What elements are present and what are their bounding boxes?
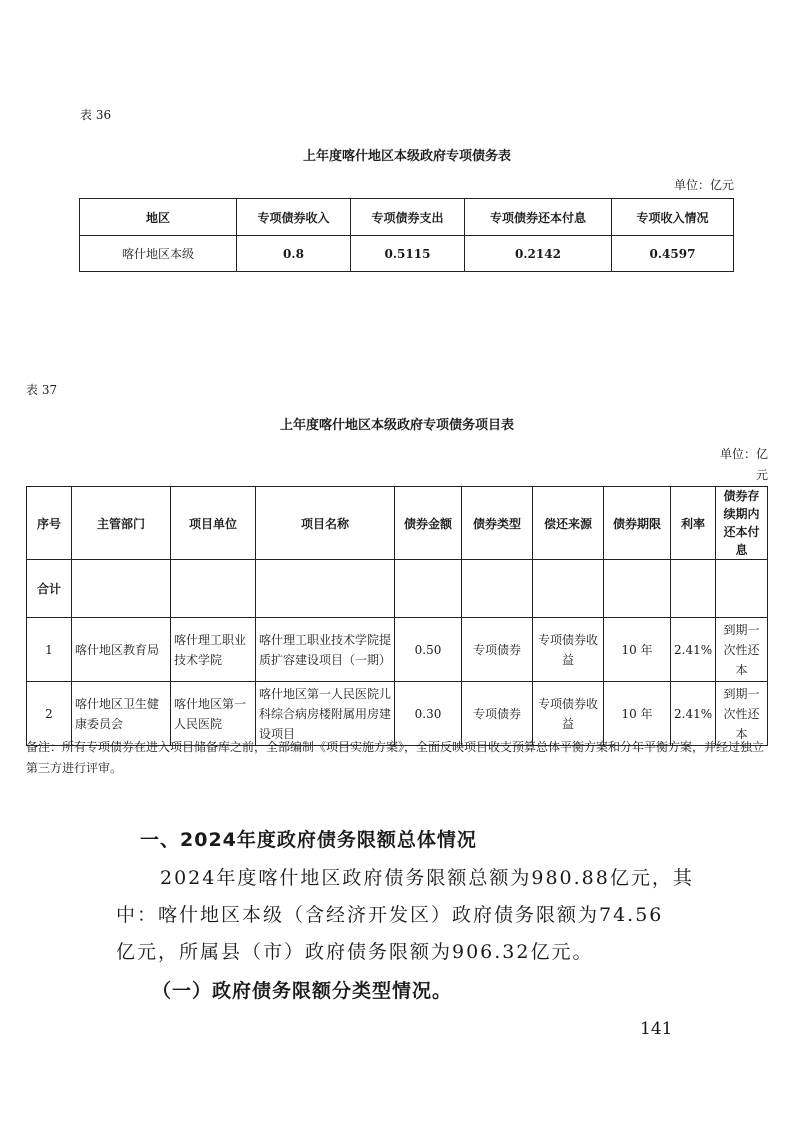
table37-label: 表 37 (26, 383, 58, 397)
table37-unit-line: 单位：亿 (719, 447, 768, 461)
table37-unit (690, 444, 768, 486)
table37-cell: 1 (27, 618, 72, 682)
table37-cell: 专项债券收益 (533, 682, 604, 746)
section-paragraph-line: 2024年度喀什地区政府债务限额总额为980.88亿元，其 (160, 867, 694, 889)
table37-header-cell: 主管部门 (72, 487, 171, 560)
table37-total-row (27, 560, 768, 618)
page-number: 141 (640, 1019, 673, 1039)
table37-header-cell: 项目单位 (171, 487, 256, 560)
table36-label: 表 36 (80, 108, 112, 122)
table37-cell: 10 年 (604, 618, 671, 682)
table37-cell: 专项债券收益 (533, 618, 604, 682)
table37-empty-cell (716, 560, 768, 618)
section-subheading: （一）政府债务限额分类型情况。 (152, 980, 453, 1002)
table37-cell: 到期一次性还本 (716, 618, 768, 682)
table37-empty-cell (462, 560, 533, 618)
table37-cell: 喀什理工职业技术学院 (171, 618, 256, 682)
table37-cell: 专项债券 (462, 682, 533, 746)
table36-cell: 喀什地区本级 (80, 236, 237, 272)
table37-cell: 到期一次性还本 (716, 682, 768, 746)
table37-empty-cell (72, 560, 171, 618)
table37-cell: 喀什理工职业技术学院提质扩容建设项目（一期） (256, 618, 395, 682)
table37-unit-line: 元 (755, 468, 768, 482)
table36-unit: 单位：亿元 (673, 178, 734, 192)
table37 (26, 486, 768, 746)
table37-empty-cell (395, 560, 462, 618)
table36-title: 上年度喀什地区本级政府专项债务表 (302, 149, 511, 164)
table37-cell: 专项债券 (462, 618, 533, 682)
table37-header-cell: 债券类型 (462, 487, 533, 560)
table37-header-cell: 偿还来源 (533, 487, 604, 560)
table36-header-cell: 专项债券支出 (351, 199, 465, 236)
table36 (79, 198, 734, 272)
table37-total-label: 合计 (27, 560, 72, 618)
table-row (80, 236, 734, 272)
section-heading: 一、2024年度政府债务限额总体情况 (140, 829, 477, 851)
table36-cell: 0.5115 (351, 236, 465, 272)
table-row (27, 618, 768, 682)
table36-header-cell: 地区 (80, 199, 237, 236)
table36-header-cell: 专项收入情况 (612, 199, 734, 236)
table37-cell: 喀什地区卫生健康委员会 (72, 682, 171, 746)
table37-title: 上年度喀什地区本级政府专项债务项目表 (279, 418, 514, 433)
table36-cell: 0.8 (237, 236, 351, 272)
table37-cell: 2.41% (671, 682, 716, 746)
table37-header-cell: 项目名称 (256, 487, 395, 560)
table37-cell: 喀什地区第一人民医院儿科综合病房楼附属用房建设项目 (256, 682, 395, 746)
section-paragraph-line: 中：喀什地区本级（含经济开发区）政府债务限额为74.56 (116, 904, 664, 926)
table37-header-row (27, 487, 768, 560)
section-paragraph-line: 亿元，所属县（市）政府债务限额为906.32亿元。 (116, 941, 594, 963)
table37-empty-cell (533, 560, 604, 618)
table37-cell: 0.30 (395, 682, 462, 746)
table37-header-cell: 债券金额 (395, 487, 462, 560)
table37-empty-cell (671, 560, 716, 618)
table37-cell: 喀什地区第一人民医院 (171, 682, 256, 746)
table37-cell: 10 年 (604, 682, 671, 746)
table37-empty-cell (604, 560, 671, 618)
table37-header-cell: 债券期限 (604, 487, 671, 560)
table36-header-cell: 专项债券还本付息 (465, 199, 612, 236)
table37-cell: 2 (27, 682, 72, 746)
table37-empty-cell (171, 560, 256, 618)
table37-note: 备注：所有专项债券在进入项目储备库之前，全部编制《项目实施方案》，全面反映项目收支预算总体平衡方案和分年平衡方案，并经过独立第三方进行评审。 (26, 740, 765, 775)
table36-header-cell: 专项债券收入 (237, 199, 351, 236)
table37-empty-cell (256, 560, 395, 618)
table37-header-cell: 利率 (671, 487, 716, 560)
table37-cell: 2.41% (671, 618, 716, 682)
table37-cell: 0.50 (395, 618, 462, 682)
table37-header-cell: 债券存续期内还本付息 (716, 487, 768, 560)
table36-header-row (80, 199, 734, 236)
table36-cell: 0.4597 (612, 236, 734, 272)
table37-cell: 喀什地区教育局 (72, 618, 171, 682)
table36-cell: 0.2142 (465, 236, 612, 272)
table37-header-cell: 序号 (27, 487, 72, 560)
table-row (27, 682, 768, 746)
